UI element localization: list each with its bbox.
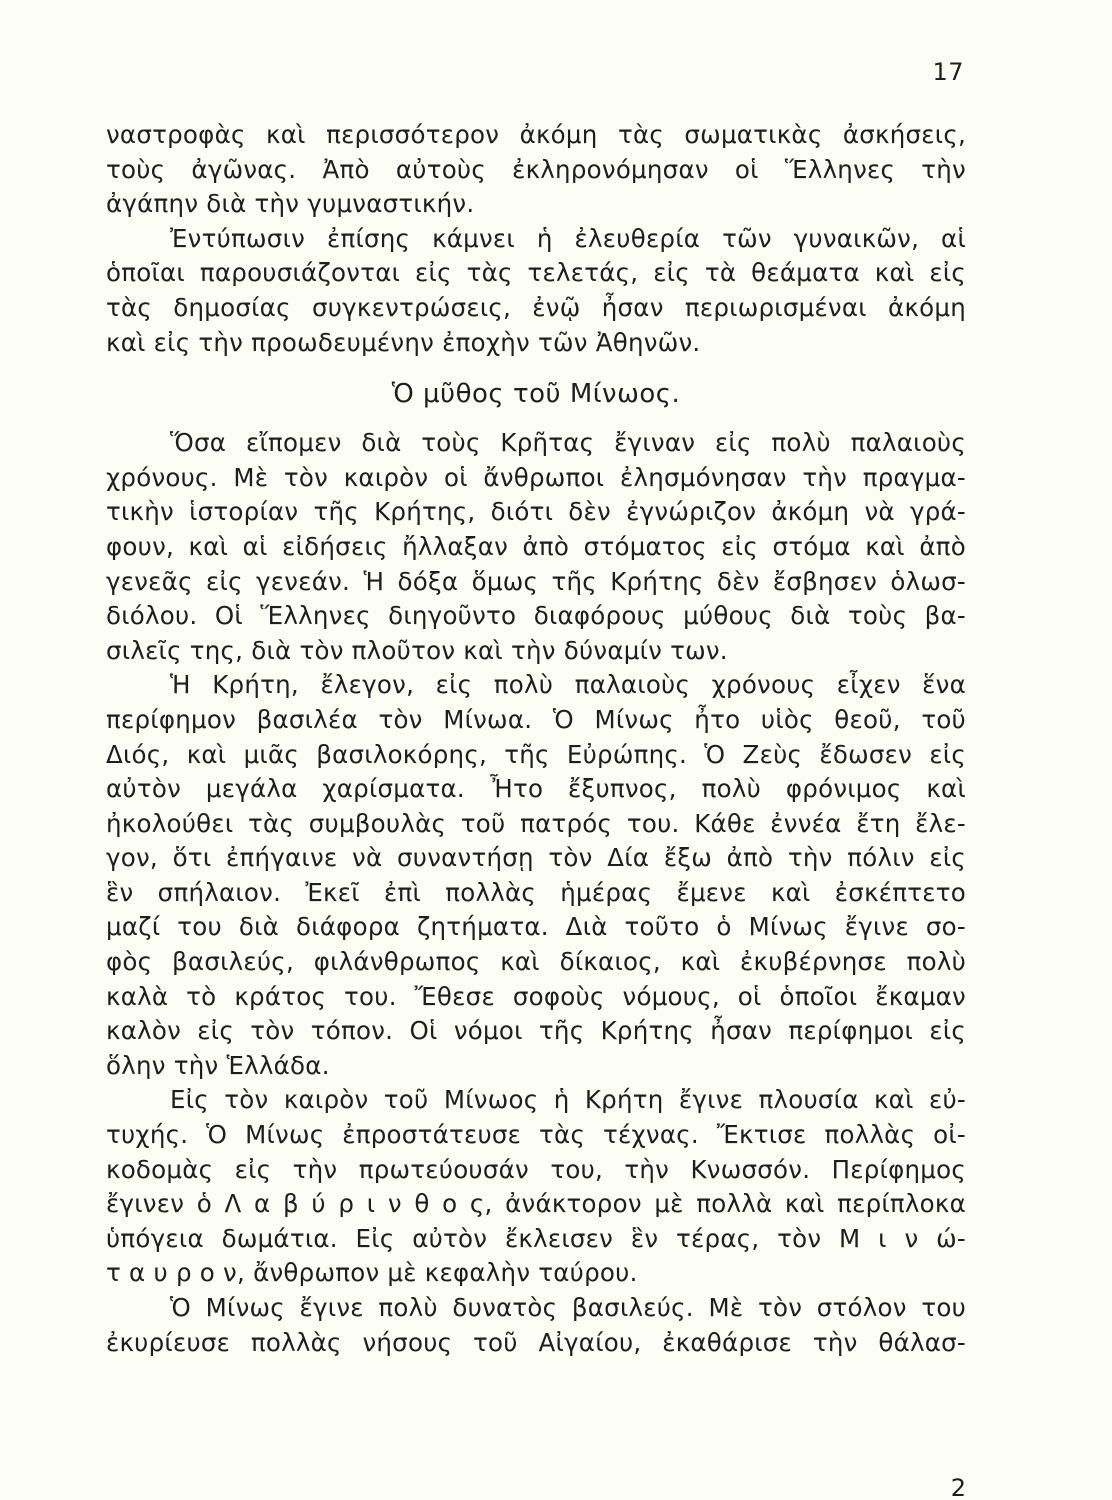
body-text	[106, 118, 966, 1360]
text-line: ἔγινεν ὁ Λ α β ύ ρ ι ν θ ο ς, ἀνάκτορον μὲ πολλὰ καὶ περίπλοκα	[106, 1189, 966, 1219]
text-line: ὅλην τὴν Ἑλλάδα.	[106, 1050, 330, 1080]
text-line: μαζί του διὰ διάφορα ζητήματα. Διὰ τοῦτο ὁ Μίνως ἔγινε σο-	[106, 912, 966, 942]
text-line: γον, ὅτι ἐπήγαινε νὰ συναντήσῃ τὸν Δία ἔξω ἀπὸ τὴν πόλιν εἰς	[106, 843, 966, 873]
text-line: Ὅσα εἴπομεν διὰ τοὺς Κρῆτας ἔγιναν εἰς πολὺ παλαιοὺς	[170, 428, 966, 458]
text-line: Ἐντύπωσιν ἐπίσης κάμνει ἡ ἐλευθερία τῶν γυναικῶν, αἱ	[170, 223, 966, 253]
text-line: φὸς βασιλεύς, φιλάνθρωπος καὶ δίκαιος, καὶ ἐκυβέρνησε πολὺ	[106, 947, 966, 977]
text-line: τικὴν ἱστορίαν τῆς Κρήτης, διότι δὲν ἐγνώριζον ἀκόμη νὰ γρά-	[106, 497, 966, 527]
text-line: γενεᾶς εἰς γενεάν. Ἡ δόξα ὅμως τῆς Κρήτης δὲν ἔσβησεν ὁλωσ-	[106, 566, 966, 596]
text-line: καλὰ τὸ κράτος του. Ἔθεσε σοφοὺς νόμους, οἱ ὁποῖοι ἔκαμαν	[106, 981, 966, 1011]
text-line: τὰς δημοσίας συγκεντρώσεις, ἐνῷ ἦσαν περιωρισμέναι ἀκόμη	[106, 292, 966, 322]
text-line: καλὸν εἰς τὸν τόπον. Οἱ νόμοι τῆς Κρήτης ἦσαν περίφημοι εἰς	[106, 1016, 966, 1046]
text-line: Ἡ Κρήτη, ἔλεγον, εἰς πολὺ παλαιοὺς χρόνους εἶχεν ἕνα	[170, 670, 966, 700]
text-line: αὐτὸν μεγάλα χαρίσματα. Ἦτο ἔξυπνος, πολὺ φρόνιμος καὶ	[106, 774, 966, 804]
text-line: τ α υ ρ ο ν, ἄνθρωπον μὲ κεφαλὴν ταύρου.	[106, 1258, 638, 1288]
text-line: τυχής. Ὁ Μίνως ἐπροστάτευσε τὰς τέχνας. Ἔκτισε πολλὰς οἰ-	[106, 1120, 966, 1150]
text-line: Διός, καὶ μιᾶς βασιλοκόρης, τῆς Εὐρώπης. Ὁ Ζεὺς ἔδωσεν εἰς	[106, 739, 966, 769]
text-line: ὑπόγεια δωμάτια. Εἰς αὐτὸν ἔκλεισεν ἓν τέρας, τὸν Μ ι ν ώ-	[106, 1223, 966, 1253]
text-line: χρόνους. Μὲ τὸν καιρὸν οἱ ἄνθρωποι ἐλησμόνησαν τὴν πραγμα-	[106, 462, 966, 492]
text-line: κοδομὰς εἰς τὴν πρωτεύουσάν του, τὴν Κνωσσόν. Περίφημος	[106, 1154, 966, 1184]
text-line: ἀγάπην διὰ τὴν γυμναστικήν.	[106, 189, 475, 219]
text-line: ἐκυρίευσε πολλὰς νήσους τοῦ Αἰγαίου, ἐκαθάρισε τὴν θάλασ-	[106, 1327, 966, 1357]
text-line: περίφημον βασιλέα τὸν Μίνωα. Ὁ Μίνως ἦτο υἱὸς θεοῦ, τοῦ	[106, 704, 966, 734]
section-heading: Ὁ μῦθος τοῦ Μίνωος.	[391, 379, 681, 410]
text-line: ὁποῖαι παρουσιάζονται εἰς τὰς τελετάς, εἰς τὰ θεάματα καὶ εἰς	[106, 258, 966, 288]
page-number: 17	[932, 58, 964, 86]
text-line: τοὺς ἀγῶνας. Ἀπὸ αὐτοὺς ἐκληρονόμησαν οἱ Ἕλληνες τὴν	[106, 154, 966, 184]
text-line: φουν, καὶ αἱ εἰδήσεις ἤλλαξαν ἀπὸ στόματος εἰς στόμα καὶ ἀπὸ	[106, 531, 966, 561]
text-line: Ὁ Μίνως ἔγινε πολὺ δυνατὸς βασιλεύς. Μὲ τὸν στόλον του	[170, 1293, 966, 1322]
text-line: σιλεῖς της, διὰ τὸν πλοῦτον καὶ τὴν δύναμίν των.	[106, 635, 728, 665]
signature-mark: 2	[950, 1474, 966, 1500]
text-line: διόλου. Οἱ Ἕλληνες διηγοῦντο διαφόρους μύθους διὰ τοὺς βα-	[106, 601, 966, 631]
text-line: Εἰς τὸν καιρὸν τοῦ Μίνωος ἡ Κρήτη ἔγινε πλουσία καὶ εὐ-	[170, 1085, 966, 1115]
text-line: ἠκολούθει τὰς συμβουλὰς τοῦ πατρός του. Κάθε ἐννέα ἔτη ἔλε-	[106, 808, 966, 838]
text-line: ναστροφὰς καὶ περισσότερον ἀκόμη τὰς σωματικὰς ἀσκήσεις,	[106, 120, 966, 149]
text-line: καὶ εἰς τὴν προωδευμένην ἐποχὴν τῶν Ἀθηνῶν.	[106, 327, 701, 357]
text-line: ἓν σπήλαιον. Ἐκεῖ ἐπὶ πολλὰς ἡμέρας ἔμενε καὶ ἐσκέπτετο	[106, 877, 966, 907]
